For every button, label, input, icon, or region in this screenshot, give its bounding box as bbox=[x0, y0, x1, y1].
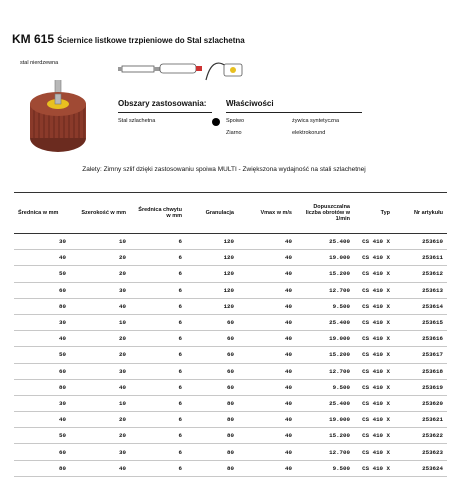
prop-value: elektrokorund bbox=[292, 130, 326, 136]
col-header: Vmax w m/s bbox=[238, 193, 296, 234]
table-cell: CS 410 X bbox=[354, 428, 394, 444]
table-cell: CS 410 X bbox=[354, 234, 394, 250]
col-header: Typ bbox=[354, 193, 394, 234]
table-cell: 6 bbox=[130, 331, 186, 347]
col-header: Szerokość w mm bbox=[70, 193, 130, 234]
table-row bbox=[14, 412, 447, 428]
table-cell: 10 bbox=[70, 395, 130, 411]
table-cell: 15.200 bbox=[296, 347, 354, 363]
table-cell: 30 bbox=[70, 363, 130, 379]
table-cell: 253618 bbox=[394, 363, 447, 379]
table-cell: 12.700 bbox=[296, 282, 354, 298]
table-cell: CS 410 X bbox=[354, 460, 394, 476]
table-cell: 60 bbox=[186, 379, 238, 395]
straight-grinder-icon bbox=[158, 54, 204, 84]
table-cell: 253622 bbox=[394, 428, 447, 444]
areas-value: Stal szlachetna bbox=[118, 118, 156, 124]
table-cell: 253615 bbox=[394, 314, 447, 330]
table-cell: 40 bbox=[238, 395, 296, 411]
table-cell: 19.000 bbox=[296, 250, 354, 266]
table-cell: 253614 bbox=[394, 298, 447, 314]
table-cell: 80 bbox=[14, 460, 70, 476]
advantages-note: Zalety: Zimny szlif dzięki zastosowaniu spoiwa MULTI - Zwiększona wydajność na stali szlachetnej bbox=[82, 166, 366, 173]
table-cell: 9.500 bbox=[296, 460, 354, 476]
table-header-row bbox=[14, 193, 447, 234]
table-cell: 6 bbox=[130, 460, 186, 476]
table-cell: CS 410 X bbox=[354, 314, 394, 330]
table-cell: CS 410 X bbox=[354, 298, 394, 314]
table-cell: 10 bbox=[70, 314, 130, 330]
table-cell: 25.400 bbox=[296, 234, 354, 250]
table-cell: 253612 bbox=[394, 266, 447, 282]
table-row bbox=[14, 347, 447, 363]
col-header: Granulacja bbox=[186, 193, 238, 234]
table-cell: 253623 bbox=[394, 444, 447, 460]
table-cell: 60 bbox=[14, 363, 70, 379]
table-row bbox=[14, 379, 447, 395]
table-cell: 6 bbox=[130, 412, 186, 428]
table-cell: CS 410 X bbox=[354, 412, 394, 428]
table-cell: 253620 bbox=[394, 395, 447, 411]
prop-name: Ziarno bbox=[226, 130, 242, 136]
table-cell: CS 410 X bbox=[354, 444, 394, 460]
table-cell: 60 bbox=[14, 444, 70, 460]
table-cell: 30 bbox=[70, 444, 130, 460]
table-cell: 6 bbox=[130, 428, 186, 444]
table-cell: 19.000 bbox=[296, 331, 354, 347]
table-cell: 80 bbox=[186, 395, 238, 411]
table-row bbox=[14, 314, 447, 330]
prop-value: żywica syntetyczna bbox=[292, 118, 340, 124]
props-divider bbox=[226, 112, 362, 113]
table-row bbox=[14, 395, 447, 411]
table-cell: 80 bbox=[186, 412, 238, 428]
areas-divider bbox=[118, 112, 212, 113]
table-cell: 40 bbox=[70, 379, 130, 395]
table-cell: 6 bbox=[130, 379, 186, 395]
table-cell: 40 bbox=[238, 444, 296, 460]
col-header: Średnica w mm bbox=[14, 193, 70, 234]
table-cell: 60 bbox=[14, 282, 70, 298]
table-cell: 40 bbox=[14, 250, 70, 266]
col-header: Dopuszczalna liczba obrotów w 1/min bbox=[296, 193, 354, 234]
table-cell: 19.000 bbox=[296, 412, 354, 428]
table-cell: 40 bbox=[238, 363, 296, 379]
table-cell: 6 bbox=[130, 314, 186, 330]
table-cell: 120 bbox=[186, 298, 238, 314]
table-cell: 9.500 bbox=[296, 298, 354, 314]
table-cell: 120 bbox=[186, 266, 238, 282]
product-description: Ściernice listkowe trzpieniowe do Stal szlachetna bbox=[57, 36, 245, 45]
table-cell: 20 bbox=[70, 331, 130, 347]
table-cell: 253616 bbox=[394, 331, 447, 347]
product-title bbox=[12, 32, 245, 46]
table-cell: CS 410 X bbox=[354, 379, 394, 395]
table-cell: 6 bbox=[130, 395, 186, 411]
table-cell: 40 bbox=[238, 314, 296, 330]
table-cell: 40 bbox=[238, 412, 296, 428]
table-cell: 6 bbox=[130, 444, 186, 460]
table-cell: 40 bbox=[238, 460, 296, 476]
table-cell: 20 bbox=[70, 266, 130, 282]
table-cell: 40 bbox=[238, 298, 296, 314]
table-cell: 60 bbox=[186, 314, 238, 330]
table-cell: 253621 bbox=[394, 412, 447, 428]
table-row bbox=[14, 282, 447, 298]
table-cell: 40 bbox=[14, 412, 70, 428]
table-cell: 40 bbox=[14, 331, 70, 347]
table-cell: 20 bbox=[70, 250, 130, 266]
table-cell: 253613 bbox=[394, 282, 447, 298]
table-row bbox=[14, 428, 447, 444]
table-row bbox=[14, 250, 447, 266]
table-cell: 9.500 bbox=[296, 379, 354, 395]
table-cell: 6 bbox=[130, 282, 186, 298]
table-cell: 6 bbox=[130, 266, 186, 282]
table-cell: 40 bbox=[238, 234, 296, 250]
table-row bbox=[14, 460, 447, 476]
table-cell: 6 bbox=[130, 234, 186, 250]
product-sheet bbox=[6, 6, 443, 472]
table-cell: 25.400 bbox=[296, 314, 354, 330]
table-cell: CS 410 X bbox=[354, 250, 394, 266]
table-cell: 120 bbox=[186, 282, 238, 298]
table-cell: 40 bbox=[238, 428, 296, 444]
col-header: Nr artykułu bbox=[394, 193, 447, 234]
table-cell: 80 bbox=[14, 298, 70, 314]
product-code: KM 615 bbox=[12, 32, 55, 46]
col-header: Średnica chwytu w mm bbox=[130, 193, 186, 234]
table-row bbox=[14, 266, 447, 282]
table-row bbox=[14, 363, 447, 379]
table-cell: 6 bbox=[130, 347, 186, 363]
table-cell: CS 410 X bbox=[354, 331, 394, 347]
table-cell: 15.200 bbox=[296, 428, 354, 444]
table-cell: 12.700 bbox=[296, 444, 354, 460]
table-cell: 80 bbox=[186, 460, 238, 476]
flap-wheel-image bbox=[28, 80, 88, 160]
table-cell: CS 410 X bbox=[354, 347, 394, 363]
table-cell: 40 bbox=[238, 379, 296, 395]
table-cell: 60 bbox=[186, 363, 238, 379]
table-cell: 80 bbox=[14, 379, 70, 395]
table-cell: 20 bbox=[70, 412, 130, 428]
table-cell: 6 bbox=[130, 250, 186, 266]
table-cell: 40 bbox=[238, 282, 296, 298]
table-row bbox=[14, 444, 447, 460]
table-cell: 30 bbox=[70, 282, 130, 298]
table-cell: 12.700 bbox=[296, 363, 354, 379]
table-cell: 253624 bbox=[394, 460, 447, 476]
table-cell: 40 bbox=[238, 347, 296, 363]
table-cell: 30 bbox=[14, 234, 70, 250]
table-cell: 60 bbox=[186, 347, 238, 363]
table-row bbox=[14, 331, 447, 347]
areas-title: Obszary zastosowania: bbox=[118, 99, 207, 108]
table-cell: 80 bbox=[186, 428, 238, 444]
table-cell: 253611 bbox=[394, 250, 447, 266]
table-cell: 20 bbox=[70, 428, 130, 444]
table-cell: CS 410 X bbox=[354, 282, 394, 298]
table-cell: 40 bbox=[238, 266, 296, 282]
table-cell: 30 bbox=[14, 395, 70, 411]
table-cell: 15.200 bbox=[296, 266, 354, 282]
table-cell: 253619 bbox=[394, 379, 447, 395]
product-table bbox=[14, 192, 447, 477]
table-row bbox=[14, 298, 447, 314]
table-cell: 40 bbox=[70, 460, 130, 476]
table-cell: 80 bbox=[186, 444, 238, 460]
table-cell: 25.400 bbox=[296, 395, 354, 411]
table-cell: 20 bbox=[70, 347, 130, 363]
table-cell: 50 bbox=[14, 428, 70, 444]
table-cell: 6 bbox=[130, 298, 186, 314]
table-cell: 50 bbox=[14, 347, 70, 363]
table-cell: 40 bbox=[238, 250, 296, 266]
table-row bbox=[14, 234, 447, 250]
table-cell: 253617 bbox=[394, 347, 447, 363]
table-cell: 120 bbox=[186, 250, 238, 266]
table-cell: 60 bbox=[186, 331, 238, 347]
flexible-shaft-icon bbox=[202, 52, 248, 86]
table-cell: 6 bbox=[130, 363, 186, 379]
table-cell: 40 bbox=[70, 298, 130, 314]
table-cell: 30 bbox=[14, 314, 70, 330]
table-cell: CS 410 X bbox=[354, 395, 394, 411]
table-cell: 40 bbox=[238, 331, 296, 347]
image-label: stal nierdzewna bbox=[20, 60, 59, 66]
props-title: Właściwości bbox=[226, 99, 274, 108]
table-cell: CS 410 X bbox=[354, 266, 394, 282]
table-cell: 253610 bbox=[394, 234, 447, 250]
table-cell: 50 bbox=[14, 266, 70, 282]
table-cell: 120 bbox=[186, 234, 238, 250]
table-cell: CS 410 X bbox=[354, 363, 394, 379]
bullet-dot bbox=[212, 118, 220, 126]
prop-name: Spoiwo bbox=[226, 118, 245, 124]
table-cell: 10 bbox=[70, 234, 130, 250]
